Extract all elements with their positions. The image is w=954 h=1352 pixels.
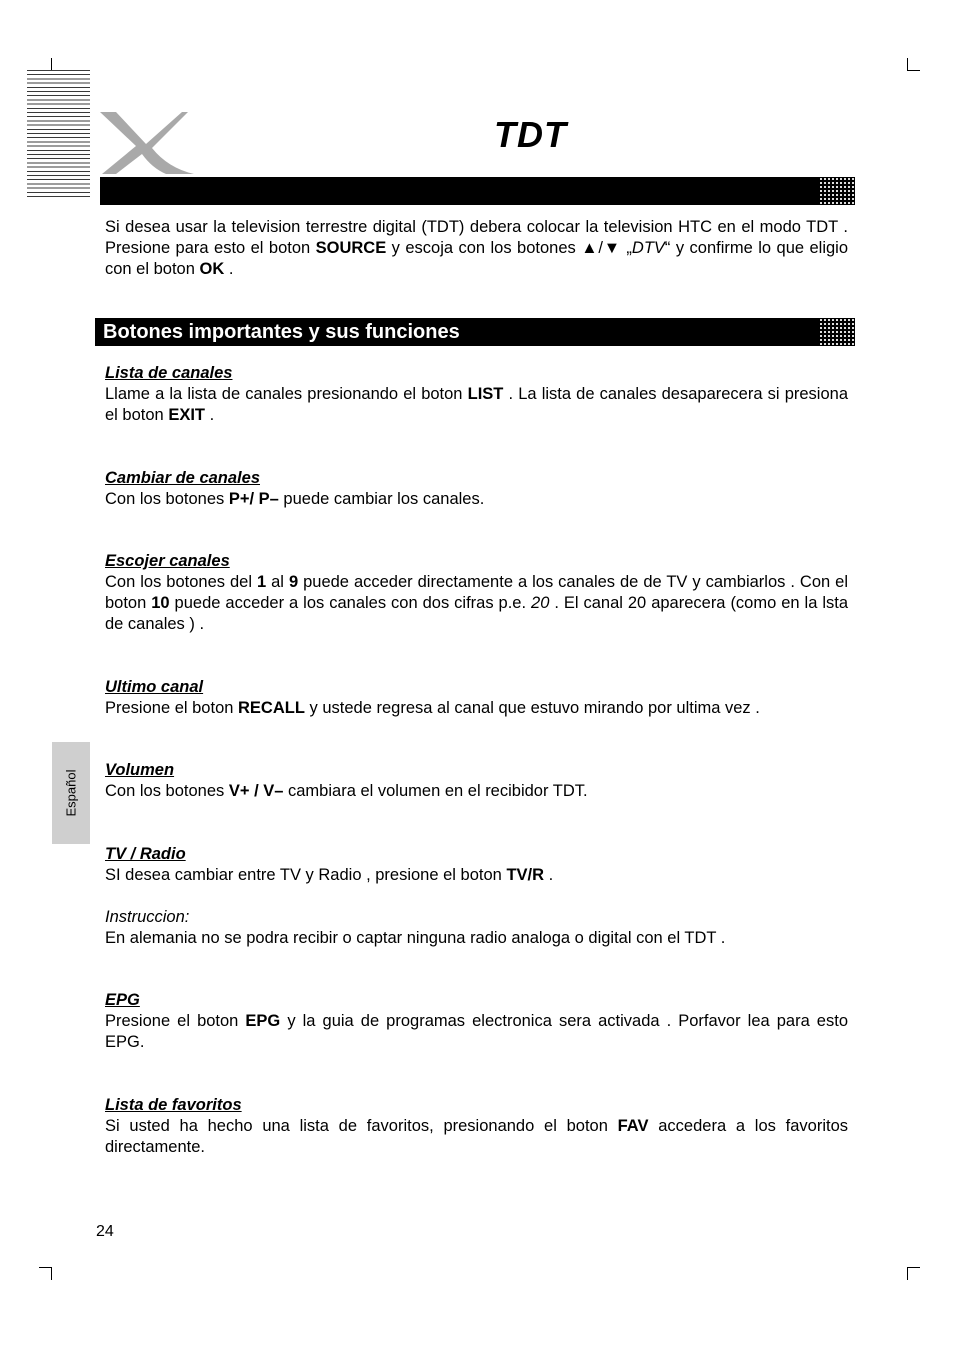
striped-margin-decoration	[27, 70, 90, 200]
heading-escojer-canales: Escojer canales	[105, 552, 230, 570]
intro-source-key: SOURCE	[315, 239, 387, 257]
page-number: 24	[96, 1223, 114, 1240]
header-bar-dots	[819, 177, 855, 205]
section-bar-dots	[819, 318, 855, 346]
note-text: En alemania no se podra recibir o captar ninguna radio analoga o digital con el TDT .	[105, 929, 726, 947]
crop-mark-top-right	[907, 58, 920, 71]
section-title: Botones importantes y sus funciones	[103, 321, 460, 343]
heading-volumen: Volumen	[105, 761, 175, 779]
paragraph-tv-radio: SI desea cambiar entre TV y Radio , presione el boton TV/R .	[105, 866, 554, 884]
paragraph-escojer-canales: Con los botones del 1 al 9 puede acceder directamente a los canales de de TV y cambiarlos . Con el boton 10 puede acceder a los canales con dos cifras p.e. 20 . El canal 20 aparecera (como en la lsta de canales ) .	[105, 573, 849, 633]
paragraph-cambiar-de-canales: Con los botones P+/ P– puede cambiar los canales.	[105, 490, 485, 508]
intro-text: .	[224, 260, 234, 278]
paragraph-lista-de-canales: Llame a la lista de canales presionando el boton LIST . La lista de canales desaparecera si presiona el boton EXIT .	[105, 385, 848, 424]
paragraph-lista-de-favoritos: Si usted ha hecho una lista de favoritos, presionando el boton FAV accedera a los favoritos directamente.	[105, 1117, 848, 1156]
crop-mark-bottom-left	[39, 1267, 52, 1280]
section-bar	[95, 318, 855, 346]
intro-text: “ y confirme lo que eligio con el boton	[105, 239, 849, 278]
paragraph-ultimo-canal: Presione el boton RECALL y ustede regresa al canal que estuvo mirando por ultima vez .	[105, 699, 760, 717]
heading-cambiar-de-canales: Cambiar de canales	[105, 469, 260, 487]
paragraph-epg: Presione el boton EPG y la guia de programas electronica sera activada . Porfavor lea para esto EPG.	[105, 1012, 848, 1051]
intro-paragraph	[105, 217, 848, 280]
language-side-tab	[52, 742, 90, 844]
heading-tv-radio: TV / Radio	[105, 845, 186, 863]
heading-epg: EPG	[105, 991, 140, 1009]
intro-ok-key: OK	[199, 260, 225, 278]
brand-logo-icon	[96, 108, 196, 176]
note-heading: Instruccion:	[105, 908, 190, 926]
intro-text: y escoja con los botones ▲/▼ „	[386, 239, 632, 257]
header-bar	[100, 177, 855, 205]
heading-lista-de-favoritos: Lista de favoritos	[105, 1096, 242, 1114]
paragraph-volumen: Con los botones V+ / V– cambiara el volumen en el recibidor TDT.	[105, 782, 588, 800]
heading-ultimo-canal: Ultimo canal	[105, 678, 204, 696]
heading-lista-de-canales: Lista de canales	[105, 364, 233, 382]
page-title: TDT	[494, 114, 567, 155]
crop-mark-bottom-right	[907, 1267, 920, 1280]
intro-dtv: DTV	[631, 239, 665, 257]
language-side-tab-label: Español	[63, 769, 79, 817]
intro-text: Si desea usar la television terrestre digital (TDT) debera colocar la television HTC en el modo TDT . Presione para esto el boton	[105, 218, 848, 257]
